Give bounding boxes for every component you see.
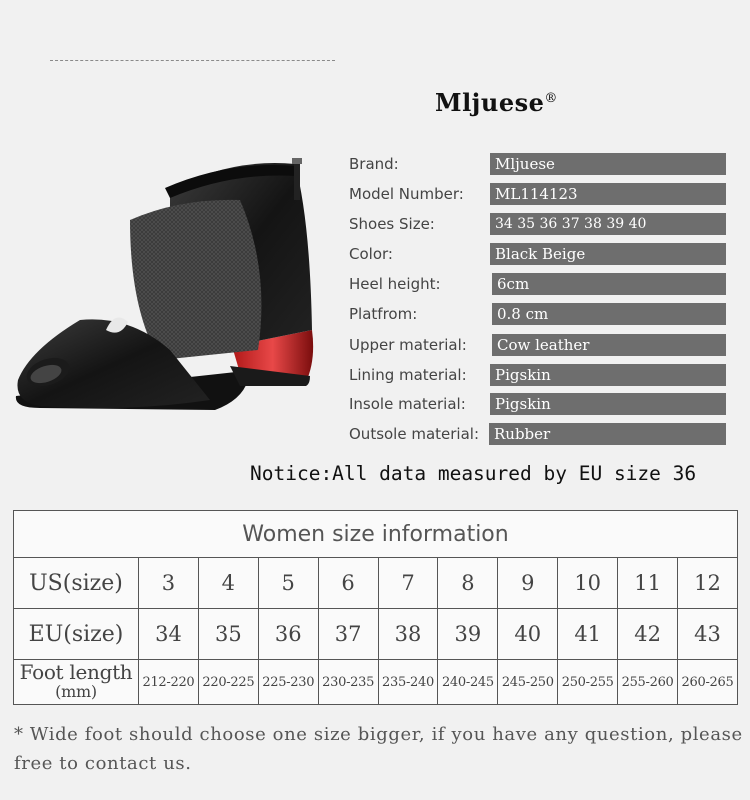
row-header-us: US(size) xyxy=(14,558,139,609)
brand-logo xyxy=(435,88,558,117)
footnote-text: * Wide foot should choose one size bigger, if you have any question, please free to contact us. xyxy=(14,724,743,774)
table-cell: 34 xyxy=(139,609,199,660)
table-cell: 40 xyxy=(498,609,558,660)
spec-value: Pigskin xyxy=(490,364,726,386)
table-cell: 12 xyxy=(678,558,738,609)
notice-text: Notice:All data measured by EU size 36 xyxy=(250,462,697,485)
table-cell: 3 xyxy=(139,558,199,609)
table-cell: 245-250 xyxy=(498,660,558,705)
spec-label: Model Number: xyxy=(349,185,464,203)
shoe-image xyxy=(10,150,330,425)
table-cell: 39 xyxy=(438,609,498,660)
spec-value: 6cm xyxy=(492,273,726,295)
spec-label: Brand: xyxy=(349,155,399,173)
table-cell: 235-240 xyxy=(378,660,438,705)
row-header-foot-length xyxy=(14,660,139,705)
table-cell: 36 xyxy=(258,609,318,660)
table-cell: 6 xyxy=(318,558,378,609)
spec-row-lining-material xyxy=(349,363,729,389)
foot-length-unit: (mm) xyxy=(55,682,97,701)
size-table xyxy=(13,510,738,705)
brand-logo-text: Mljuese xyxy=(435,88,545,117)
spec-value: 34 35 36 37 38 39 40 xyxy=(490,213,726,235)
foot-length-label: Foot length xyxy=(19,660,133,684)
table-cell: 41 xyxy=(558,609,618,660)
spec-label: Insole material: xyxy=(349,395,466,413)
spec-value: 0.8 cm xyxy=(492,303,726,325)
spec-row-upper-material xyxy=(349,333,729,359)
table-cell: 250-255 xyxy=(558,660,618,705)
spec-row-outsole-material xyxy=(349,422,729,448)
table-cell: 255-260 xyxy=(618,660,678,705)
table-cell: 5 xyxy=(258,558,318,609)
spec-value: Rubber xyxy=(489,423,726,445)
spec-label: Heel height: xyxy=(349,275,441,293)
table-cell: 8 xyxy=(438,558,498,609)
spec-label: Platfrom: xyxy=(349,305,418,323)
spec-value: Mljuese xyxy=(490,153,726,175)
table-cell: 240-245 xyxy=(438,660,498,705)
registered-mark: ® xyxy=(544,91,558,106)
spec-value: ML114123 xyxy=(490,183,726,205)
spec-row-model-number xyxy=(349,182,729,208)
spec-value: Cow leather xyxy=(492,334,726,356)
table-cell: 225-230 xyxy=(258,660,318,705)
table-cell: 9 xyxy=(498,558,558,609)
table-cell: 7 xyxy=(378,558,438,609)
spec-row-color xyxy=(349,242,729,268)
spec-row-shoes-size xyxy=(349,212,729,238)
spec-row-platform xyxy=(349,302,729,328)
table-cell: 10 xyxy=(558,558,618,609)
table-row-foot-length xyxy=(14,660,738,705)
table-cell: 4 xyxy=(198,558,258,609)
table-cell: 11 xyxy=(618,558,678,609)
table-cell: 220-225 xyxy=(198,660,258,705)
spec-value: Pigskin xyxy=(490,393,726,415)
spec-row-heel-height xyxy=(349,272,729,298)
table-cell: 42 xyxy=(618,609,678,660)
table-cell: 35 xyxy=(198,609,258,660)
spec-label: Shoes Size: xyxy=(349,215,435,233)
size-table-title: Women size information xyxy=(14,511,738,558)
table-row-us xyxy=(14,558,738,609)
table-cell: 260-265 xyxy=(678,660,738,705)
divider-dashed xyxy=(50,60,335,61)
table-cell: 230-235 xyxy=(318,660,378,705)
table-cell: 212-220 xyxy=(139,660,199,705)
spec-row-insole-material xyxy=(349,392,729,418)
spec-row-brand xyxy=(349,152,729,178)
row-header-eu: EU(size) xyxy=(14,609,139,660)
table-cell: 43 xyxy=(678,609,738,660)
spec-label: Outsole material: xyxy=(349,425,480,443)
spec-label: Lining material: xyxy=(349,366,467,384)
table-cell: 37 xyxy=(318,609,378,660)
spec-value: Black Beige xyxy=(490,243,726,265)
spec-label: Color: xyxy=(349,245,393,263)
table-row-eu xyxy=(14,609,738,660)
table-cell: 38 xyxy=(378,609,438,660)
spec-label: Upper material: xyxy=(349,336,467,354)
